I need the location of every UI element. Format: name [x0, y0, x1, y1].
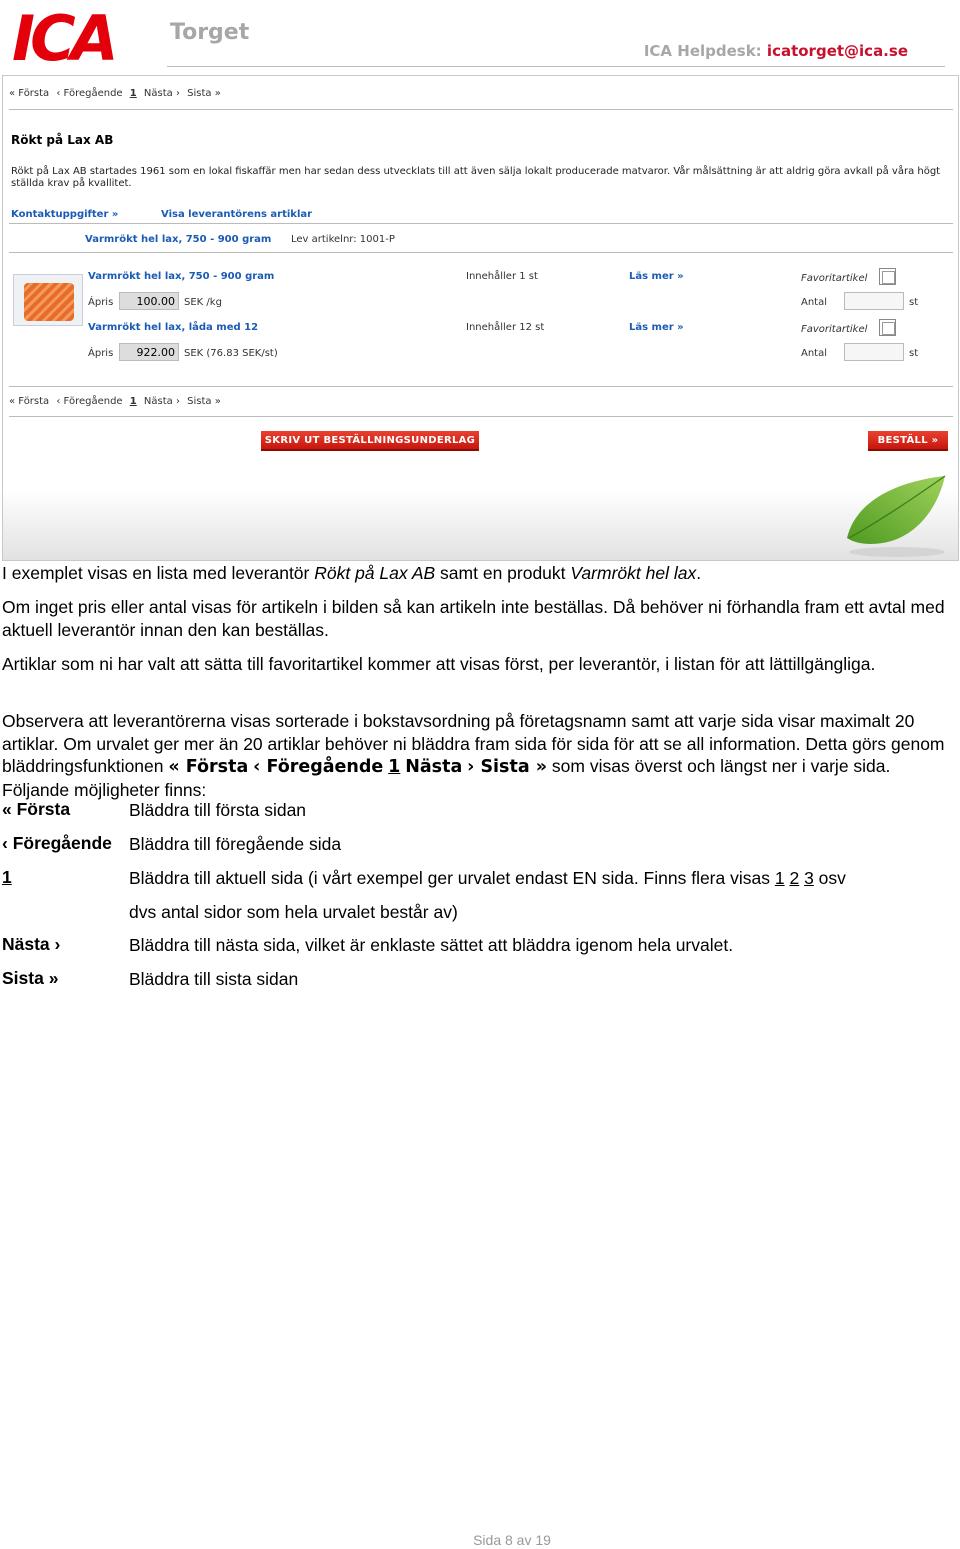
ica-torget-screenshot — [0, 0, 960, 562]
article-name[interactable]: Varmrökt hel lax, 750 - 900 gram — [88, 271, 275, 282]
pager-ref-prev: ‹ Föregående — [253, 757, 384, 777]
definition-current-cont: dvs antal sidor som hela urvalet består av) — [129, 902, 458, 922]
pager-current[interactable]: 1 — [129, 88, 137, 99]
page-link: 3 — [804, 868, 814, 888]
definition-prev: Bläddra till föregående sida — [129, 834, 342, 854]
pager-first[interactable]: « Första — [9, 396, 50, 407]
divider — [9, 386, 953, 387]
product-image[interactable] — [13, 274, 83, 326]
supplier-description: Rökt på Lax AB startades 1961 som en lokal fiskaffär men har sedan dess utvecklats till att även sälja lokalt producerade matvaror. Vår målsättning är att aldrig göra avkall på våra högt ställda krav på kvallitet. — [11, 166, 941, 189]
paragraph-example — [2, 562, 952, 585]
price-field: 922.00 — [119, 343, 179, 361]
article-contains: Innehåller 1 st — [466, 271, 538, 282]
read-more-link[interactable]: Läs mer » — [629, 271, 684, 282]
favorite-checkbox[interactable] — [879, 268, 896, 285]
term-last: Sista » — [2, 968, 59, 988]
qty-unit: st — [909, 297, 919, 308]
supplier-name: Rökt på Lax AB — [11, 133, 114, 147]
qty-input[interactable] — [844, 343, 904, 361]
supplier-name-italic: Rökt på Lax AB — [314, 563, 436, 583]
pager-last[interactable]: Sista » — [187, 88, 221, 99]
qty-label: Antal — [801, 297, 828, 308]
paragraph-sorting — [2, 710, 952, 801]
definition-current — [129, 867, 949, 890]
pager-next[interactable]: Nästa › — [143, 88, 180, 99]
qty-label: Antal — [801, 348, 828, 359]
text: osv — [813, 868, 846, 888]
supplier-article-number: Lev artikelnr: 1001-P — [291, 234, 395, 245]
pager-next[interactable]: Nästa › — [143, 396, 180, 407]
page-link: 2 — [789, 868, 800, 888]
app-title: Torget — [170, 20, 250, 45]
pager-ref-current: 1 — [388, 757, 401, 777]
helpdesk-email[interactable]: icatorget@ica.se — [766, 42, 908, 60]
price-unit: SEK /kg — [184, 297, 222, 308]
pager-bottom — [9, 396, 225, 407]
product-heading[interactable]: Varmrökt hel lax, 750 - 900 gram — [85, 234, 272, 245]
price-label: Ápris — [88, 348, 114, 359]
pager-ref-first: « Första — [168, 757, 249, 777]
favorite-label: Favoritartikel — [801, 273, 868, 284]
article-contains: Innehåller 12 st — [466, 322, 545, 333]
contact-link[interactable]: Kontaktuppgifter » — [11, 209, 119, 220]
pager-current[interactable]: 1 — [129, 396, 137, 407]
term-next: Nästa › — [2, 934, 61, 954]
divider — [9, 252, 953, 253]
qty-input[interactable] — [844, 292, 904, 310]
ica-logo[interactable] — [12, 2, 134, 75]
site-header — [2, 2, 950, 75]
favorite-checkbox[interactable] — [879, 319, 896, 336]
term-first: « Första — [2, 799, 71, 819]
panel-footer-gradient — [3, 490, 958, 560]
text: . — [696, 563, 702, 583]
pager-prev[interactable]: ‹ Föregående — [56, 88, 123, 99]
text: samt en produkt — [435, 563, 571, 583]
helpdesk-info — [644, 42, 908, 60]
pager-last[interactable]: Sista » — [187, 396, 221, 407]
article-name[interactable]: Varmrökt hel lax, låda med 12 — [88, 322, 259, 333]
helpdesk-label: ICA Helpdesk: — [643, 42, 762, 60]
pager-top — [9, 88, 225, 99]
qty-unit: st — [909, 348, 919, 359]
content-panel — [2, 75, 959, 561]
text: I exemplet visas en lista med leverantör — [2, 563, 315, 583]
pager-first[interactable]: « Första — [9, 88, 50, 99]
favorite-label: Favoritartikel — [801, 324, 868, 335]
divider — [9, 416, 953, 417]
divider — [9, 223, 953, 224]
definition-last: Bläddra till sista sidan — [129, 969, 299, 989]
print-order-form-button[interactable]: SKRIV UT BESTÄLLNINGSUNDERLAG — [261, 431, 479, 451]
price-label: Ápris — [88, 297, 114, 308]
show-articles-link[interactable]: Visa leverantörens artiklar — [161, 209, 313, 220]
definition-first: Bläddra till första sidan — [129, 800, 307, 820]
divider — [9, 109, 953, 110]
text: Bläddra till aktuell sida (i vårt exempel ger urvalet endast EN sida. Finns flera visas — [129, 868, 775, 888]
read-more-link[interactable]: Läs mer » — [629, 322, 684, 333]
header-divider — [167, 66, 945, 67]
text: Observera att leverantörerna visas sorterade i bokstavsordning på företagsnamn samt att varje sida visar maximalt 20 artiklar. Om urvalet ger mer än 20 artiklar behöver ni bläddra fram sida för sida för att se all information. Detta görs genom bläddringsfunktionen — [2, 711, 945, 776]
price-field: 100.00 — [119, 292, 179, 310]
pager-prev[interactable]: ‹ Föregående — [56, 396, 123, 407]
leaf-icon — [841, 464, 953, 560]
pager-ref-next: Nästa — [405, 757, 463, 777]
product-name-italic: Varmrökt hel lax — [570, 563, 697, 583]
order-button[interactable]: BESTÄLL » — [868, 431, 948, 451]
pager-ref-last: › Sista » — [467, 757, 548, 777]
term-current: 1 — [2, 867, 12, 887]
price-unit: SEK (76.83 SEK/st) — [184, 348, 278, 359]
text: som visas överst och längst ner i varje sida. Följande möjligheter finns: — [2, 756, 891, 800]
paragraph-price: Om inget pris eller antal visas för artikeln i bilden så kan artikeln inte beställas. Då behöver ni förhandla fram ett avtal med aktuell leverantör innan den kan beställas. — [2, 597, 945, 640]
page-link: 1 — [774, 868, 785, 888]
salmon-image — [24, 283, 74, 321]
term-prev: ‹ Föregående — [2, 833, 112, 853]
ica-logo-text: ICA — [12, 2, 114, 75]
page-footer: Sida 8 av 19 — [473, 1532, 551, 1548]
definition-next: Bläddra till nästa sida, vilket är enklaste sättet att bläddra igenom hela urvalet. — [129, 935, 734, 955]
paragraph-favorites: Artiklar som ni har valt att sätta till favoritartikel kommer att visas först, per leverantör, i listan för att lättillgängliga. — [2, 654, 876, 674]
